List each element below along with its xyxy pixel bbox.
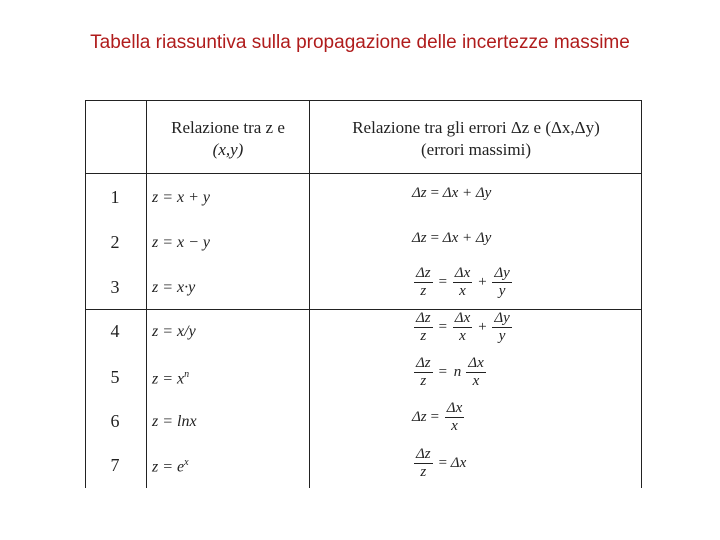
- header-errors-line1: Relazione tra gli errori Δz e (Δx,Δy): [352, 118, 600, 137]
- formula-lhs: Δz: [412, 185, 427, 201]
- row-error-formula: Δz = $\frac{\Delta x}{x}$: [412, 400, 463, 434]
- formula-coefficient: n: [453, 364, 462, 380]
- table-divider-number: [146, 100, 147, 488]
- formula-lhs: Δz: [412, 230, 427, 246]
- formula-rhs: Δx + Δy: [442, 230, 492, 246]
- table-border-top: [85, 100, 642, 101]
- row-number: 1: [110, 187, 120, 207]
- fraction: $\frac{\Delta y}{y}$: [494, 265, 510, 299]
- header-errors: [314, 117, 638, 161]
- row-relation: z = x − y: [152, 234, 211, 251]
- table-group-divider: [85, 309, 642, 310]
- fraction: $\frac{\Delta x}{x}$: [446, 400, 463, 434]
- relation-exponent: n: [184, 369, 190, 380]
- formula-rhs: Δx + Δy: [442, 185, 492, 201]
- header-relation-line2: (x,y): [212, 140, 244, 159]
- header-relation: [150, 117, 306, 161]
- fraction: $\frac{\Delta z}{z}$: [416, 265, 431, 299]
- row-relation: z = x·y: [152, 279, 196, 296]
- formula-lhs: Δz: [412, 408, 427, 425]
- fraction: $\frac{\Delta z}{z}$: [416, 355, 431, 389]
- row-relation: z = lnx: [152, 413, 197, 430]
- row-error-formula: $\frac{\Delta z}{z}$ = $\frac{\Delta x}{x}$ + $\frac{\Delta y}{y}$: [416, 265, 510, 299]
- row-error-formula: $\frac{\Delta z}{z}$ = $\frac{\Delta x}{x}$ + $\frac{\Delta y}{y}$: [416, 310, 510, 344]
- row-number: 4: [110, 321, 120, 341]
- header-relation-line1: Relazione tra z e: [171, 118, 285, 137]
- fraction: $\frac{\Delta z}{z}$: [416, 446, 431, 480]
- row-error-formula: Δz = Δx + Δy: [412, 230, 492, 247]
- row-number: 7: [110, 455, 120, 475]
- fraction: $\frac{\Delta x}{x}$: [468, 355, 484, 389]
- row-error-formula: $\frac{\Delta z}{z}$ = n $\frac{\Delta x}{x}$: [416, 355, 484, 389]
- header-errors-line2: (errori massimi): [421, 140, 531, 159]
- table-border-right: [641, 100, 642, 488]
- row-number: 5: [110, 367, 120, 387]
- slide-title: Tabella riassuntiva sulla propagazione delle incertezze massime: [90, 32, 630, 53]
- fraction: $\frac{\Delta x}{x}$: [454, 265, 471, 299]
- row-relation: z = x/y: [152, 323, 196, 340]
- relation-base: z = e: [152, 458, 185, 476]
- row-relation: z = x + y: [152, 189, 211, 206]
- relation-exponent: x: [184, 457, 189, 468]
- row-number: 3: [110, 277, 120, 297]
- table-border-left: [85, 100, 86, 488]
- row-error-formula: Δz = Δx + Δy: [412, 185, 492, 202]
- row-error-formula: $\frac{\Delta z}{z}$ = Δx: [416, 446, 467, 480]
- formula-rhs: Δx: [450, 454, 467, 471]
- row-number: 6: [110, 411, 120, 431]
- row-number: 2: [110, 232, 120, 252]
- table-divider-relation: [309, 100, 310, 488]
- fraction: $\frac{\Delta x}{x}$: [454, 310, 471, 344]
- fraction: $\frac{\Delta y}{y}$: [494, 310, 510, 344]
- fraction: $\frac{\Delta z}{z}$: [416, 310, 431, 344]
- table-header-divider: [85, 173, 642, 174]
- relation-base: z = x: [152, 370, 185, 388]
- row-relation: [152, 457, 189, 476]
- row-relation: [152, 369, 189, 388]
